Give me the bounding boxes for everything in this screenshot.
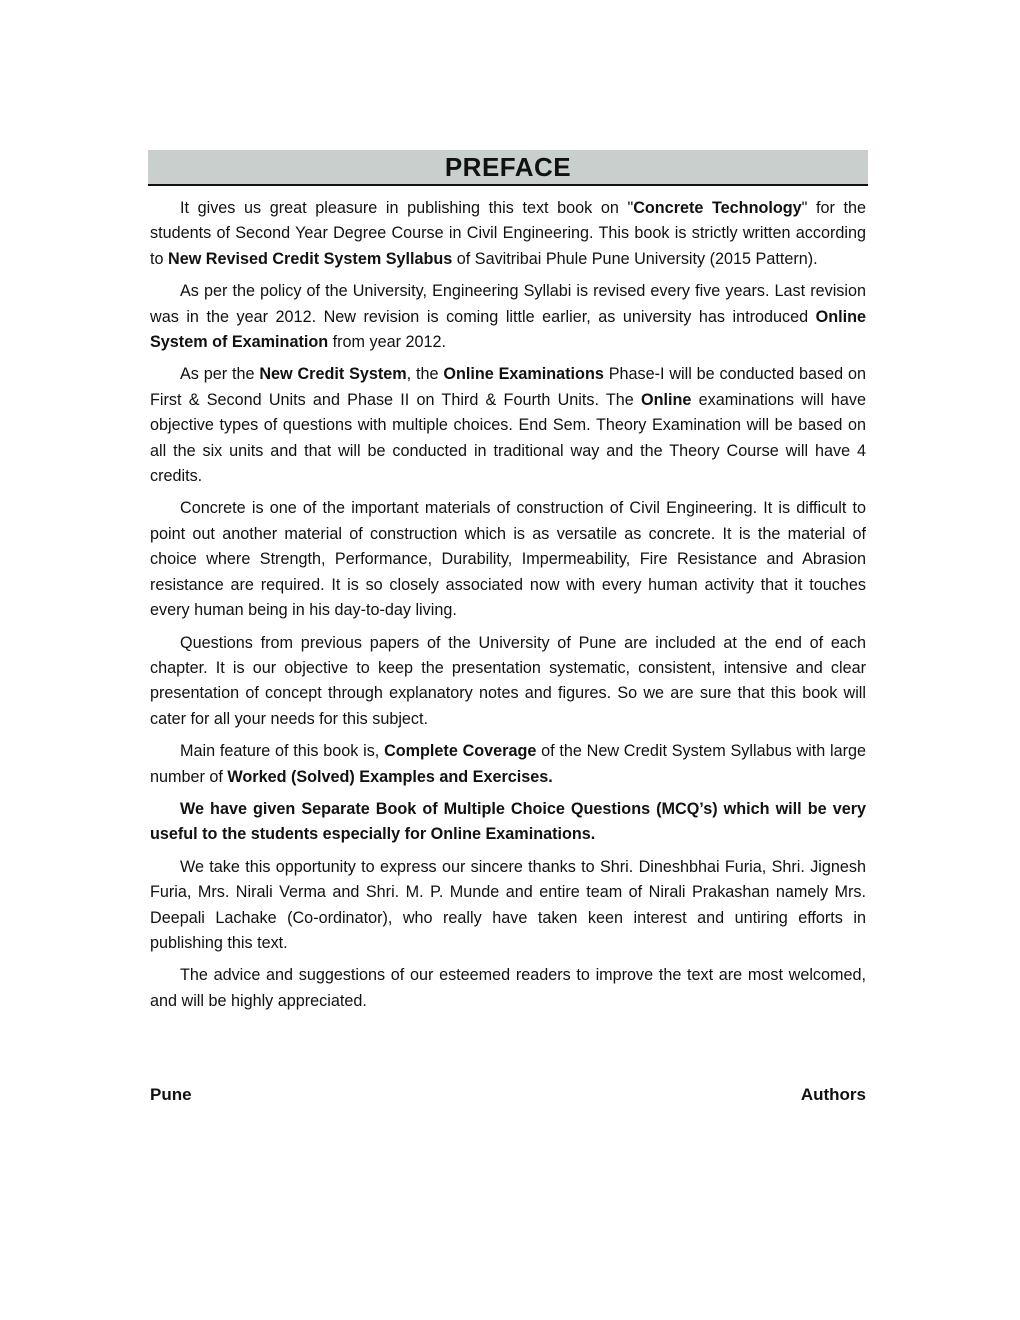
paragraph bbox=[150, 797, 866, 848]
paragraph-text: Phase-I will be conducted based on First & Second Units and Phase II on Third & Fourth Units. The bbox=[150, 365, 866, 409]
preface-page bbox=[148, 150, 868, 1104]
emphasis-text: Online bbox=[641, 390, 692, 409]
signoff-place: Pune bbox=[150, 1085, 192, 1104]
paragraph-text: examinations will have objective types of questions with multiple choices. End Sem. Theory Examination will be based on all the six units and that will be conducted in traditional way and the Theory Course will have 4 credits. bbox=[150, 390, 867, 486]
paragraph bbox=[150, 496, 866, 623]
preface-body bbox=[148, 186, 868, 1014]
paragraph-text: As per the bbox=[180, 365, 260, 384]
paragraph bbox=[150, 279, 866, 355]
paragraph-text: Main feature of this book is, bbox=[180, 742, 385, 761]
paragraph-text: Concrete is one of the important materials of construction of Civil Engineering. It is difficult to point out another material of construction which is as versatile as concrete. It is the material of choice where Strength, Performance, Durability, Impermeability, Fire Resistance and Abrasion resistance are required. It is so closely associated now with every human activity that it touches every human being in his day-to-day living. bbox=[150, 499, 866, 620]
emphasis-text: Worked (Solved) Examples and Exercises. bbox=[227, 767, 553, 786]
signoff bbox=[148, 1085, 868, 1105]
paragraph-text: of the New Credit System Syllabus with large number of bbox=[150, 742, 866, 786]
paragraph-text: We take this opportunity to express our sincere thanks to Shri. Dineshbhai Furia, Shri. Jignesh Furia, Mrs. Nirali Verma and Shri. M. P. Munde and entire team of Nirali Prakashan namely Mrs. Deepali Lachake (Co-ordinator), who really have taken keen interest and untiring efforts in publishing this text. bbox=[150, 857, 866, 952]
signoff-author: Authors bbox=[800, 1085, 866, 1104]
emphasis-text: Online System of Examination bbox=[150, 307, 866, 352]
emphasis-text: New Credit System bbox=[259, 365, 407, 384]
emphasis-text: Complete Coverage bbox=[384, 742, 537, 761]
paragraph-text: " for the students of Second Year Degree Course in Civil Engineering. This book is strictly written according to bbox=[150, 199, 866, 268]
paragraph-text: We have given Separate Book of Multiple Choice Questions (MCQ’s) which will be very useful to the students especially for Online Examinations. bbox=[150, 799, 866, 844]
paragraph-text: Questions from previous papers of the University of Pune are included at the end of each chapter. It is our objective to keep the presentation systematic, consistent, intensive and clear presentation of concept through explanatory notes and figures. So we are sure that this book will cater for all your needs for this subject. bbox=[150, 633, 866, 728]
paragraph bbox=[150, 963, 866, 1014]
paragraph-text: As per the policy of the University, Engineering Syllabi is revised every five years. Last revision was in the year 2012. New revision is coming little earlier, as university has introduced bbox=[150, 282, 866, 326]
paragraph-text: of Savitribai Phule Pune University (2015 Pattern). bbox=[452, 249, 818, 268]
emphasis-text: New Revised Credit System Syllabus bbox=[168, 249, 453, 268]
paragraph-text: The advice and suggestions of our esteemed readers to improve the text are most welcomed, and will be highly appreciated. bbox=[150, 966, 866, 1010]
paragraph bbox=[150, 855, 866, 957]
paragraph bbox=[150, 362, 866, 489]
paragraph-text: It gives us great pleasure in publishing this text book on " bbox=[180, 199, 634, 217]
page-title: PREFACE bbox=[444, 151, 572, 182]
paragraph-text: , the bbox=[406, 365, 444, 384]
title-bar bbox=[148, 150, 868, 186]
emphasis-text: Concrete Technology bbox=[633, 199, 802, 217]
emphasis-text: Online Examinations bbox=[443, 365, 604, 384]
paragraph bbox=[150, 631, 866, 733]
paragraph bbox=[150, 739, 866, 790]
paragraph-text: from year 2012. bbox=[328, 333, 446, 352]
paragraph bbox=[150, 196, 866, 272]
